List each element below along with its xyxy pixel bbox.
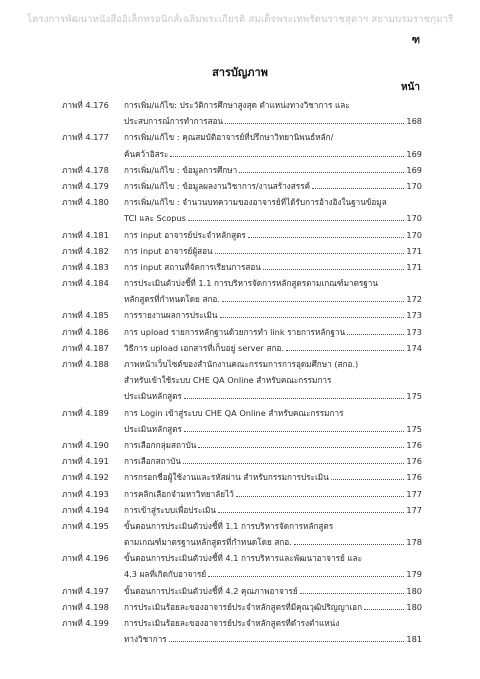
toc-line — [62, 340, 422, 356]
figure-label: ภาพที่ 4.182 — [62, 245, 109, 256]
figure-title — [124, 583, 422, 599]
dot-leader — [263, 269, 404, 270]
figure-title-text: การคลิกเลือกจำมหาวิทยาลัยไว้ — [124, 488, 234, 499]
figure-title-text: ขั้นตอนการประเมินตัวบ่งชี้ที่ 1.1 การบริหารจัดการหลักสูตร — [124, 520, 334, 531]
figure-title-text: ประเมินหลักสูตร — [124, 391, 182, 402]
figure-title — [124, 113, 422, 129]
figure-label: ภาพที่ 4.193 — [62, 488, 109, 499]
toc-line — [62, 486, 422, 502]
figure-title — [124, 340, 422, 356]
toc-line — [62, 421, 422, 437]
figure-label: ภาพที่ 4.176 — [62, 100, 109, 110]
figure-page-number: 175 — [406, 423, 422, 434]
figure-page-number: 181 — [406, 634, 422, 645]
figure-page-number: 179 — [406, 569, 422, 580]
toc-line — [62, 502, 422, 518]
dot-leader — [236, 496, 405, 497]
figure-title — [124, 227, 422, 243]
figure-title — [124, 243, 422, 259]
figure-label: ภาพที่ 4.199 — [62, 618, 109, 628]
dot-leader — [331, 479, 405, 480]
toc-line — [62, 210, 422, 226]
figure-title — [124, 388, 422, 404]
figure-page-number: 169 — [406, 164, 422, 175]
figure-label: ภาพที่ 4.183 — [62, 261, 109, 272]
toc-line — [62, 129, 422, 145]
toc-line — [62, 243, 422, 259]
dot-leader — [184, 398, 404, 399]
figure-label: ภาพที่ 4.197 — [62, 585, 109, 596]
toc-line — [62, 615, 422, 631]
dot-leader — [188, 220, 404, 221]
toc-line — [62, 550, 422, 566]
figure-page-number: 180 — [406, 585, 422, 596]
figure-title-text: การประเมินตัวบ่งชี้ที่ 1.1 การบริหารจัดการหลักสูตรตามเกณฑ์มาตรฐาน — [124, 278, 378, 289]
figure-title — [124, 502, 422, 518]
figure-page-number: 171 — [406, 245, 422, 256]
figure-page-number: 171 — [406, 261, 422, 272]
dot-leader — [222, 301, 404, 302]
figure-label: ภาพที่ 4.195 — [62, 520, 109, 531]
figure-title — [124, 534, 422, 550]
dot-leader — [312, 188, 404, 189]
figure-title-text: การ input อาจารย์ผู้สอน — [124, 245, 213, 256]
book-project-header: โครงการพัฒนาหนังสืออิเล็กทรอนิกส์เฉลิมพระเกียรติ สมเด็จพระเทพรัตนราชสุดาฯ สยามบรมราชกุมารี — [26, 14, 454, 25]
figure-title — [124, 194, 422, 210]
figure-title-text: ขั้นตอนการประเมินตัวบ่งชี้ที่ 4.2 คุณภาพอาจารย์ — [124, 585, 298, 596]
figure-title — [124, 307, 422, 323]
toc-line — [62, 388, 422, 404]
figure-page-number: 177 — [406, 504, 422, 515]
figure-title-text: ตามเกณฑ์มาตรฐานหลักสูตรที่กำหนดโดย สกอ. — [124, 537, 292, 548]
figure-label: ภาพที่ 4.188 — [62, 359, 109, 369]
figure-label: ภาพที่ 4.179 — [62, 180, 109, 191]
figure-title — [124, 566, 422, 582]
figure-page-number: 173 — [406, 310, 422, 321]
figure-title-text: การรายงานผลการประเมิน — [124, 310, 218, 321]
toc-line — [62, 307, 422, 323]
figure-page-number: 176 — [406, 439, 422, 450]
figure-title — [124, 356, 422, 372]
figure-title-text: การเลือกกลุ่มสถาบัน — [124, 439, 197, 450]
figure-title — [124, 275, 422, 291]
figure-title-text: การประเมินร้อยละของอาจารย์ประจำหลักสูตรที่ดำรงตำแหน่ง — [124, 618, 340, 628]
figure-page-number: 170 — [406, 213, 422, 224]
toc-line — [62, 97, 422, 113]
figure-page-number: 170 — [406, 180, 422, 191]
figure-title — [124, 97, 422, 113]
toc-line — [62, 356, 422, 372]
figure-title — [124, 615, 422, 631]
figure-title-text: การ input สถานที่จัดการเรียนการสอน — [124, 261, 261, 272]
figure-title-text: การเพิ่ม/แก้ไข: ประวัติการศึกษาสูงสุด ตำแหน่งทางวิชาการ และ — [124, 100, 350, 110]
figure-page-number: 178 — [406, 537, 422, 548]
page-title: สารบัญภาพ — [212, 66, 268, 79]
figure-title-text: ประเมินหลักสูตร — [124, 423, 182, 434]
figure-page-number: 177 — [406, 488, 422, 499]
figure-label: ภาพที่ 4.191 — [62, 456, 109, 467]
figure-title-text: ภาพหน้าเว็บไซต์ของสำนักงานคณะกรรมการการอุดมศึกษา (สกอ.) — [124, 359, 359, 369]
dot-leader — [364, 609, 404, 610]
figure-title — [124, 210, 422, 226]
toc-line — [62, 534, 422, 550]
figure-title-text: วิธีการ upload เอกสารที่เก็บอยู่ server สกอ. — [124, 342, 284, 353]
figure-page-number: 176 — [406, 456, 422, 467]
toc-line — [62, 194, 422, 210]
figure-title — [124, 372, 422, 388]
figure-label: ภาพที่ 4.198 — [62, 601, 109, 612]
toc-line — [62, 631, 422, 647]
dot-leader — [198, 447, 404, 448]
dot-leader — [169, 641, 405, 642]
figure-title — [124, 550, 422, 566]
figure-label: ภาพที่ 4.184 — [62, 278, 109, 289]
figure-title-text: การประเมินร้อยละของอาจารย์ประจำหลักสูตรที่มีคุณวุฒิปริญญาเอก — [124, 601, 363, 612]
toc-line — [62, 437, 422, 453]
toc-line — [62, 518, 422, 534]
figure-label: ภาพที่ 4.185 — [62, 310, 109, 321]
figure-title — [124, 259, 422, 275]
figure-title-text: การกรอกชื่อผู้ใช้งานและรหัสผ่าน สำหรับกรรมการประเมิน — [124, 472, 329, 483]
figure-title-text: การเลือกสถาบัน — [124, 456, 181, 467]
figure-label: ภาพที่ 4.178 — [62, 164, 109, 175]
figure-page-number: 180 — [406, 601, 422, 612]
toc-line — [62, 146, 422, 162]
figure-title-text: การเข้าสู่ระบบเพื่อประเมิน — [124, 504, 217, 515]
figure-title-text: การเพิ่ม/แก้ไข : ข้อมูลผลงานวิชาการ/งานสร้างสรรค์ — [124, 180, 311, 191]
figure-title-text: หลักสูตรที่กำหนดโดย สกอ. — [124, 294, 220, 305]
figure-title — [124, 324, 422, 340]
dot-leader — [239, 172, 404, 173]
table-of-figures — [62, 97, 422, 647]
dot-leader — [183, 463, 404, 464]
toc-line — [62, 227, 422, 243]
dot-leader — [220, 317, 405, 318]
figure-label: ภาพที่ 4.194 — [62, 504, 109, 515]
toc-line — [62, 275, 422, 291]
toc-line — [62, 469, 422, 485]
toc-line — [62, 583, 422, 599]
figure-title-text: ประสบการณ์การทำการสอน — [124, 116, 224, 127]
figure-label: ภาพที่ 4.187 — [62, 342, 109, 353]
figure-label: ภาพที่ 4.186 — [62, 326, 109, 337]
toc-line — [62, 113, 422, 129]
toc-line — [62, 259, 422, 275]
figure-page-number: 175 — [406, 391, 422, 402]
dot-leader — [286, 350, 404, 351]
figure-page-number: 169 — [406, 148, 422, 159]
figure-title — [124, 437, 422, 453]
figure-title — [124, 162, 422, 178]
figure-title — [124, 178, 422, 194]
toc-line — [62, 453, 422, 469]
figure-page-number: 174 — [406, 342, 422, 353]
figure-page-number: 170 — [406, 229, 422, 240]
figure-label: ภาพที่ 4.189 — [62, 407, 109, 418]
figure-title — [124, 421, 422, 437]
figure-title — [124, 631, 422, 647]
toc-line — [62, 566, 422, 582]
figure-title-text: การเพิ่ม/แก้ไข : จำนวนบทความของอาจารย์ที่ได้รับการอ้างอิงในฐานข้อมูล — [124, 197, 387, 208]
figure-page-number: 172 — [406, 294, 422, 305]
figure-title-text: ค้นคว้าอิสระ — [124, 148, 169, 159]
figure-page-number: 176 — [406, 472, 422, 483]
page-number: ฑ — [411, 35, 420, 46]
toc-line — [62, 324, 422, 340]
figure-title-text: ขั้นตอนการประเมินตัวบ่งชี้ที่ 4.1 การบริหารและพัฒนาอาจารย์ และ — [124, 553, 363, 564]
figure-label: ภาพที่ 4.177 — [62, 132, 109, 143]
figure-title-text: TCI และ Scopus — [124, 213, 186, 224]
figure-title — [124, 518, 422, 534]
dot-leader — [170, 156, 404, 157]
dot-leader — [300, 593, 405, 594]
figure-label: ภาพที่ 4.181 — [62, 229, 109, 240]
toc-line — [62, 599, 422, 615]
dot-leader — [248, 237, 405, 238]
page-column-label: หน้า — [400, 82, 420, 93]
figure-title — [124, 146, 422, 162]
toc-line — [62, 291, 422, 307]
dot-leader — [208, 576, 404, 577]
figure-label: ภาพที่ 4.190 — [62, 439, 109, 450]
figure-title — [124, 405, 422, 421]
dot-leader — [218, 512, 404, 513]
dot-leader — [347, 334, 404, 335]
figure-title — [124, 469, 422, 485]
figure-title — [124, 599, 422, 615]
figure-title — [124, 453, 422, 469]
figure-title-text: การ Login เข้าสู่ระบบ CHE QA Online สำหรับคณะกรรมการ — [124, 407, 344, 418]
figure-title — [124, 486, 422, 502]
figure-title — [124, 291, 422, 307]
figure-title-text: สำหรับเข้าใช้ระบบ CHE QA Online สำหรับคณะกรรมการ — [124, 375, 332, 386]
figure-title — [124, 129, 422, 145]
figure-title-text: 4.3 ผลที่เกิดกับอาจารย์ — [124, 569, 207, 580]
figure-title-text: การเพิ่ม/แก้ไข : ข้อมูลการศึกษา — [124, 164, 238, 175]
figure-title-text: การ upload รายการหลักฐานด้วยการทำ link รายการหลักฐาน — [124, 326, 346, 337]
figure-title-text: การ input อาจารย์ประจำหลักสูตร — [124, 229, 246, 240]
dot-leader — [294, 544, 405, 545]
figure-page-number: 173 — [406, 326, 422, 337]
figure-label: ภาพที่ 4.180 — [62, 197, 109, 208]
dot-leader — [225, 123, 404, 124]
figure-label: ภาพที่ 4.196 — [62, 553, 109, 564]
toc-line — [62, 162, 422, 178]
figure-title-text: ทางวิชาการ — [124, 634, 167, 645]
toc-line — [62, 405, 422, 421]
dot-leader — [215, 253, 405, 254]
toc-line — [62, 372, 422, 388]
dot-leader — [184, 431, 404, 432]
figure-title-text: การเพิ่ม/แก้ไข : คุณสมบัติอาจารย์ที่ปรึกษาวิทยานิพนธ์หลัก/ — [124, 132, 334, 143]
figure-page-number: 168 — [406, 116, 422, 127]
toc-line — [62, 178, 422, 194]
figure-label: ภาพที่ 4.192 — [62, 472, 109, 483]
